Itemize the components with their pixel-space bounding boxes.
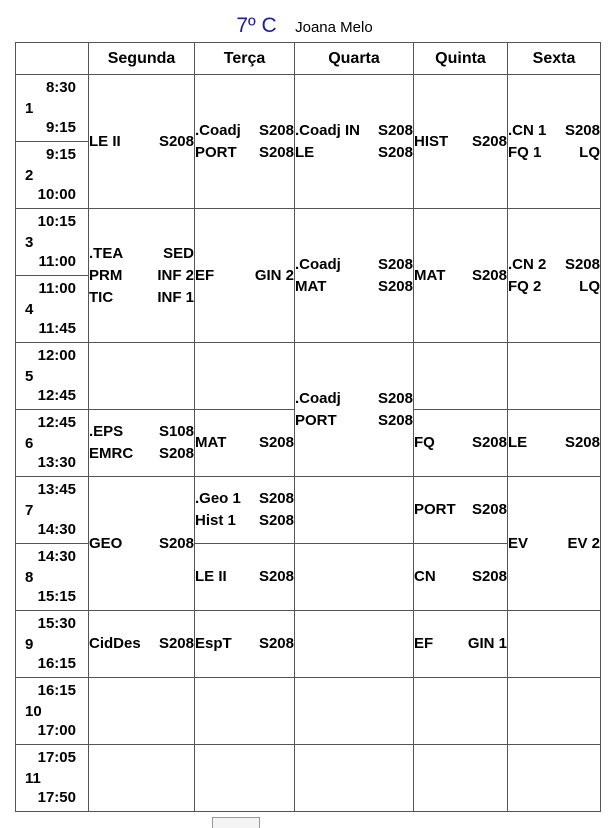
lesson-cell-wednesday — [295, 209, 414, 343]
period-time — [16, 75, 88, 141]
lesson-room: S208 — [377, 277, 413, 295]
period-row-3 — [16, 209, 601, 276]
corner-cell — [16, 43, 89, 75]
lesson-subject: .Geo 1 — [195, 490, 241, 507]
lesson-room: S208 — [158, 445, 194, 462]
period-time-cell — [16, 544, 89, 611]
lesson-line — [414, 499, 507, 521]
lesson-room: S208 — [258, 635, 294, 652]
period-number: 5 — [25, 368, 34, 385]
lesson-line — [295, 142, 413, 164]
period-end-time: 9:15 — [45, 119, 76, 136]
period-time-cell — [16, 678, 89, 745]
lesson-subject: CidDes — [89, 635, 141, 652]
lesson-room: S208 — [377, 121, 413, 139]
lesson-cell-friday — [508, 410, 601, 477]
lesson-subject: .Coadj IN — [295, 121, 361, 139]
period-time-cell — [16, 142, 89, 209]
lesson-cell-wednesday — [295, 544, 414, 611]
period-end-time: 15:15 — [37, 588, 76, 605]
lesson-subject: .CN 2 — [508, 255, 547, 273]
period-time — [16, 477, 88, 543]
lesson-line — [414, 131, 507, 153]
lesson-cell-wednesday — [295, 745, 414, 812]
period-row-9 — [16, 611, 601, 678]
lesson-line — [89, 243, 194, 265]
period-time — [16, 276, 88, 342]
lesson-cell-tuesday — [195, 410, 295, 477]
lesson-room: S208 — [258, 434, 294, 451]
lesson-line — [195, 510, 294, 532]
lesson-cell-monday — [89, 477, 195, 611]
period-start-time: 14:30 — [37, 548, 76, 565]
lesson-cell-monday — [89, 209, 195, 343]
lesson-line — [89, 533, 194, 555]
lesson-room: S208 — [471, 266, 507, 284]
lesson-cell-thursday — [414, 209, 508, 343]
period-number: 1 — [25, 100, 34, 117]
period-time-cell — [16, 209, 89, 276]
lesson-room: S208 — [471, 568, 507, 585]
lesson-room: SED — [163, 244, 194, 262]
lesson-room: EV 2 — [567, 534, 600, 552]
period-time-cell — [16, 745, 89, 812]
period-start-time: 15:30 — [37, 615, 76, 632]
lesson-cell-tuesday — [195, 209, 295, 343]
lesson-room: S208 — [258, 121, 294, 139]
lesson-room: S208 — [564, 434, 600, 451]
lesson-line — [195, 120, 294, 142]
lesson-line — [89, 287, 194, 309]
lesson-subject: LE — [295, 143, 315, 161]
lesson-subject: PRM — [89, 266, 123, 284]
period-start-time: 10:15 — [37, 213, 76, 230]
lesson-line — [414, 265, 507, 287]
lesson-cell-wednesday — [295, 477, 414, 544]
lesson-cell-wednesday — [295, 343, 414, 477]
lesson-line — [195, 633, 294, 655]
lesson-cell-thursday — [414, 410, 508, 477]
lesson-cell-thursday — [414, 343, 508, 410]
period-number: 9 — [25, 636, 34, 653]
period-end-time: 11:45 — [38, 320, 76, 337]
lesson-line — [508, 254, 600, 276]
lesson-subject: LE II — [89, 132, 121, 150]
lesson-subject: EV — [508, 534, 529, 552]
lesson-cell-thursday — [414, 477, 508, 544]
period-end-time: 14:30 — [37, 521, 76, 538]
period-number: 11 — [25, 770, 41, 787]
lesson-cell-tuesday — [195, 611, 295, 678]
period-number: 2 — [25, 167, 34, 184]
lesson-room: S208 — [258, 512, 294, 529]
lesson-subject: LE — [508, 434, 528, 451]
lesson-room: GIN 1 — [467, 635, 507, 652]
lesson-room: S208 — [258, 143, 294, 161]
lesson-line — [508, 432, 600, 454]
lesson-subject: TIC — [89, 288, 114, 306]
lesson-cell-friday — [508, 343, 601, 410]
lesson-line — [508, 276, 600, 298]
lesson-subject: EMRC — [89, 445, 134, 462]
period-start-time: 16:15 — [37, 682, 76, 699]
lesson-room: S208 — [471, 434, 507, 451]
period-start-time: 12:00 — [37, 347, 76, 364]
period-end-time: 16:15 — [37, 655, 76, 672]
lesson-subject: EspT — [195, 635, 232, 652]
lesson-line — [89, 265, 194, 287]
lesson-subject: LE II — [195, 568, 227, 585]
period-row-10 — [16, 678, 601, 745]
period-time — [16, 745, 88, 811]
lesson-cell-tuesday — [195, 75, 295, 209]
period-time-cell — [16, 276, 89, 343]
lesson-line — [195, 566, 294, 588]
period-time-cell — [16, 75, 89, 142]
lesson-room: S208 — [258, 490, 294, 507]
lesson-cell-friday — [508, 209, 601, 343]
lesson-room: S208 — [564, 255, 600, 273]
period-time — [16, 611, 88, 677]
period-row-11 — [16, 745, 601, 812]
lesson-room: S208 — [158, 132, 194, 150]
lesson-line — [295, 120, 413, 142]
lesson-line — [414, 566, 507, 588]
lesson-room: S208 — [158, 635, 194, 652]
lesson-room: LQ — [579, 277, 600, 295]
lesson-subject: .Coadj — [195, 121, 241, 139]
lesson-subject: MAT — [414, 266, 446, 284]
period-number: 7 — [25, 502, 34, 519]
lesson-room: S208 — [158, 534, 194, 552]
period-number: 4 — [25, 301, 34, 318]
lesson-cell-monday — [89, 678, 195, 745]
lesson-subject: HIST — [414, 132, 449, 150]
day-header-tuesday: Terça — [195, 43, 295, 75]
period-end-time: 10:00 — [37, 186, 76, 203]
lesson-room: INF 2 — [157, 266, 194, 284]
lesson-line — [295, 276, 413, 298]
lesson-cell-tuesday — [195, 544, 295, 611]
lesson-line — [195, 488, 294, 510]
lesson-line — [89, 443, 194, 465]
lesson-cell-tuesday — [195, 477, 295, 544]
period-end-time: 17:00 — [37, 722, 76, 739]
period-time-cell — [16, 611, 89, 678]
lesson-subject: GEO — [89, 534, 123, 552]
lesson-cell-thursday — [414, 745, 508, 812]
period-number: 3 — [25, 234, 34, 251]
lesson-cell-wednesday — [295, 678, 414, 745]
lesson-cell-tuesday — [195, 745, 295, 812]
lesson-line — [195, 142, 294, 164]
lesson-line — [508, 120, 600, 142]
lesson-room: GIN 2 — [254, 266, 294, 284]
lesson-line — [295, 388, 413, 410]
teacher-name: Joana Melo — [295, 19, 373, 36]
period-start-time: 17:05 — [37, 749, 76, 766]
lesson-cell-friday — [508, 678, 601, 745]
lesson-cell-friday — [508, 75, 601, 209]
lesson-line — [195, 432, 294, 454]
period-number: 8 — [25, 569, 34, 586]
period-number: 6 — [25, 435, 34, 452]
lesson-cell-monday — [89, 745, 195, 812]
lesson-cell-wednesday — [295, 75, 414, 209]
period-end-time: 12:45 — [37, 387, 76, 404]
lesson-cell-tuesday — [195, 343, 295, 410]
lesson-subject: FQ 2 — [508, 277, 542, 295]
lesson-line — [89, 633, 194, 655]
period-start-time: 12:45 — [37, 414, 76, 431]
lesson-room: LQ — [579, 143, 600, 161]
period-start-time: 8:30 — [45, 79, 76, 96]
lesson-cell-monday — [89, 611, 195, 678]
lesson-cell-tuesday — [195, 678, 295, 745]
class-name: 7º C — [236, 14, 277, 37]
lesson-room: INF 1 — [157, 288, 194, 306]
period-row-5 — [16, 343, 601, 410]
period-end-time: 13:30 — [37, 454, 76, 471]
period-time-cell — [16, 410, 89, 477]
lesson-room: S208 — [258, 568, 294, 585]
lesson-subject: PORT — [295, 411, 337, 429]
lesson-room: S208 — [377, 411, 413, 429]
day-header-thursday: Quinta — [414, 43, 508, 75]
period-number: 10 — [25, 703, 42, 720]
lesson-subject: .CN 1 — [508, 121, 547, 139]
period-end-time: 17:50 — [37, 789, 76, 806]
lesson-subject: MAT — [195, 434, 227, 451]
lesson-cell-thursday — [414, 611, 508, 678]
lesson-room: S208 — [564, 121, 600, 139]
period-time — [16, 678, 88, 744]
lesson-room: S108 — [158, 423, 194, 440]
lesson-subject: FQ 1 — [508, 143, 542, 161]
lesson-cell-friday — [508, 611, 601, 678]
day-header-monday: Segunda — [89, 43, 195, 75]
lesson-line — [295, 254, 413, 276]
lesson-subject: PORT — [195, 143, 237, 161]
lesson-line — [89, 421, 194, 443]
lesson-subject: .EPS — [89, 423, 124, 440]
lesson-cell-monday — [89, 343, 195, 410]
period-end-time: 11:00 — [38, 253, 76, 270]
period-start-time: 9:15 — [45, 146, 76, 163]
lesson-subject: .Coadj — [295, 255, 341, 273]
lesson-cell-thursday — [414, 678, 508, 745]
day-header-row — [16, 43, 601, 75]
lesson-cell-monday — [89, 410, 195, 477]
lesson-line — [414, 633, 507, 655]
day-header-friday: Sexta — [508, 43, 601, 75]
lesson-room: S208 — [471, 132, 507, 150]
lesson-line — [508, 142, 600, 164]
period-start-time: 13:45 — [37, 481, 76, 498]
period-time — [16, 343, 88, 409]
lesson-room: S208 — [377, 389, 413, 407]
lesson-room: S208 — [377, 255, 413, 273]
lesson-subject: FQ — [414, 434, 435, 451]
lesson-line — [89, 131, 194, 153]
period-time — [16, 410, 88, 476]
lesson-subject: Hist 1 — [195, 512, 236, 529]
lesson-subject: PORT — [414, 501, 456, 518]
lesson-cell-friday — [508, 745, 601, 812]
lesson-subject: CN — [414, 568, 436, 585]
day-header-wednesday: Quarta — [295, 43, 414, 75]
period-row-7 — [16, 477, 601, 544]
lesson-line — [295, 410, 413, 432]
period-row-1 — [16, 75, 601, 142]
timetable-grid — [15, 42, 601, 812]
lesson-cell-thursday — [414, 75, 508, 209]
period-time — [16, 209, 88, 275]
lesson-line — [508, 533, 600, 555]
period-start-time: 11:00 — [38, 280, 76, 297]
lesson-room: S208 — [471, 501, 507, 518]
period-time — [16, 544, 88, 610]
lesson-cell-wednesday — [295, 611, 414, 678]
lesson-subject: EF — [195, 266, 215, 284]
lesson-cell-thursday — [414, 544, 508, 611]
lesson-cell-monday — [89, 75, 195, 209]
period-time-cell — [16, 343, 89, 410]
period-time-cell — [16, 477, 89, 544]
lesson-subject: MAT — [295, 277, 327, 295]
timetable-header — [0, 14, 609, 40]
period-time — [16, 142, 88, 208]
lesson-subject: .Coadj — [295, 389, 341, 407]
lesson-line — [195, 265, 294, 287]
lesson-room: S208 — [377, 143, 413, 161]
lesson-cell-friday — [508, 477, 601, 611]
lesson-line — [414, 432, 507, 454]
lesson-subject: EF — [414, 635, 434, 652]
lesson-subject: .TEA — [89, 244, 124, 262]
